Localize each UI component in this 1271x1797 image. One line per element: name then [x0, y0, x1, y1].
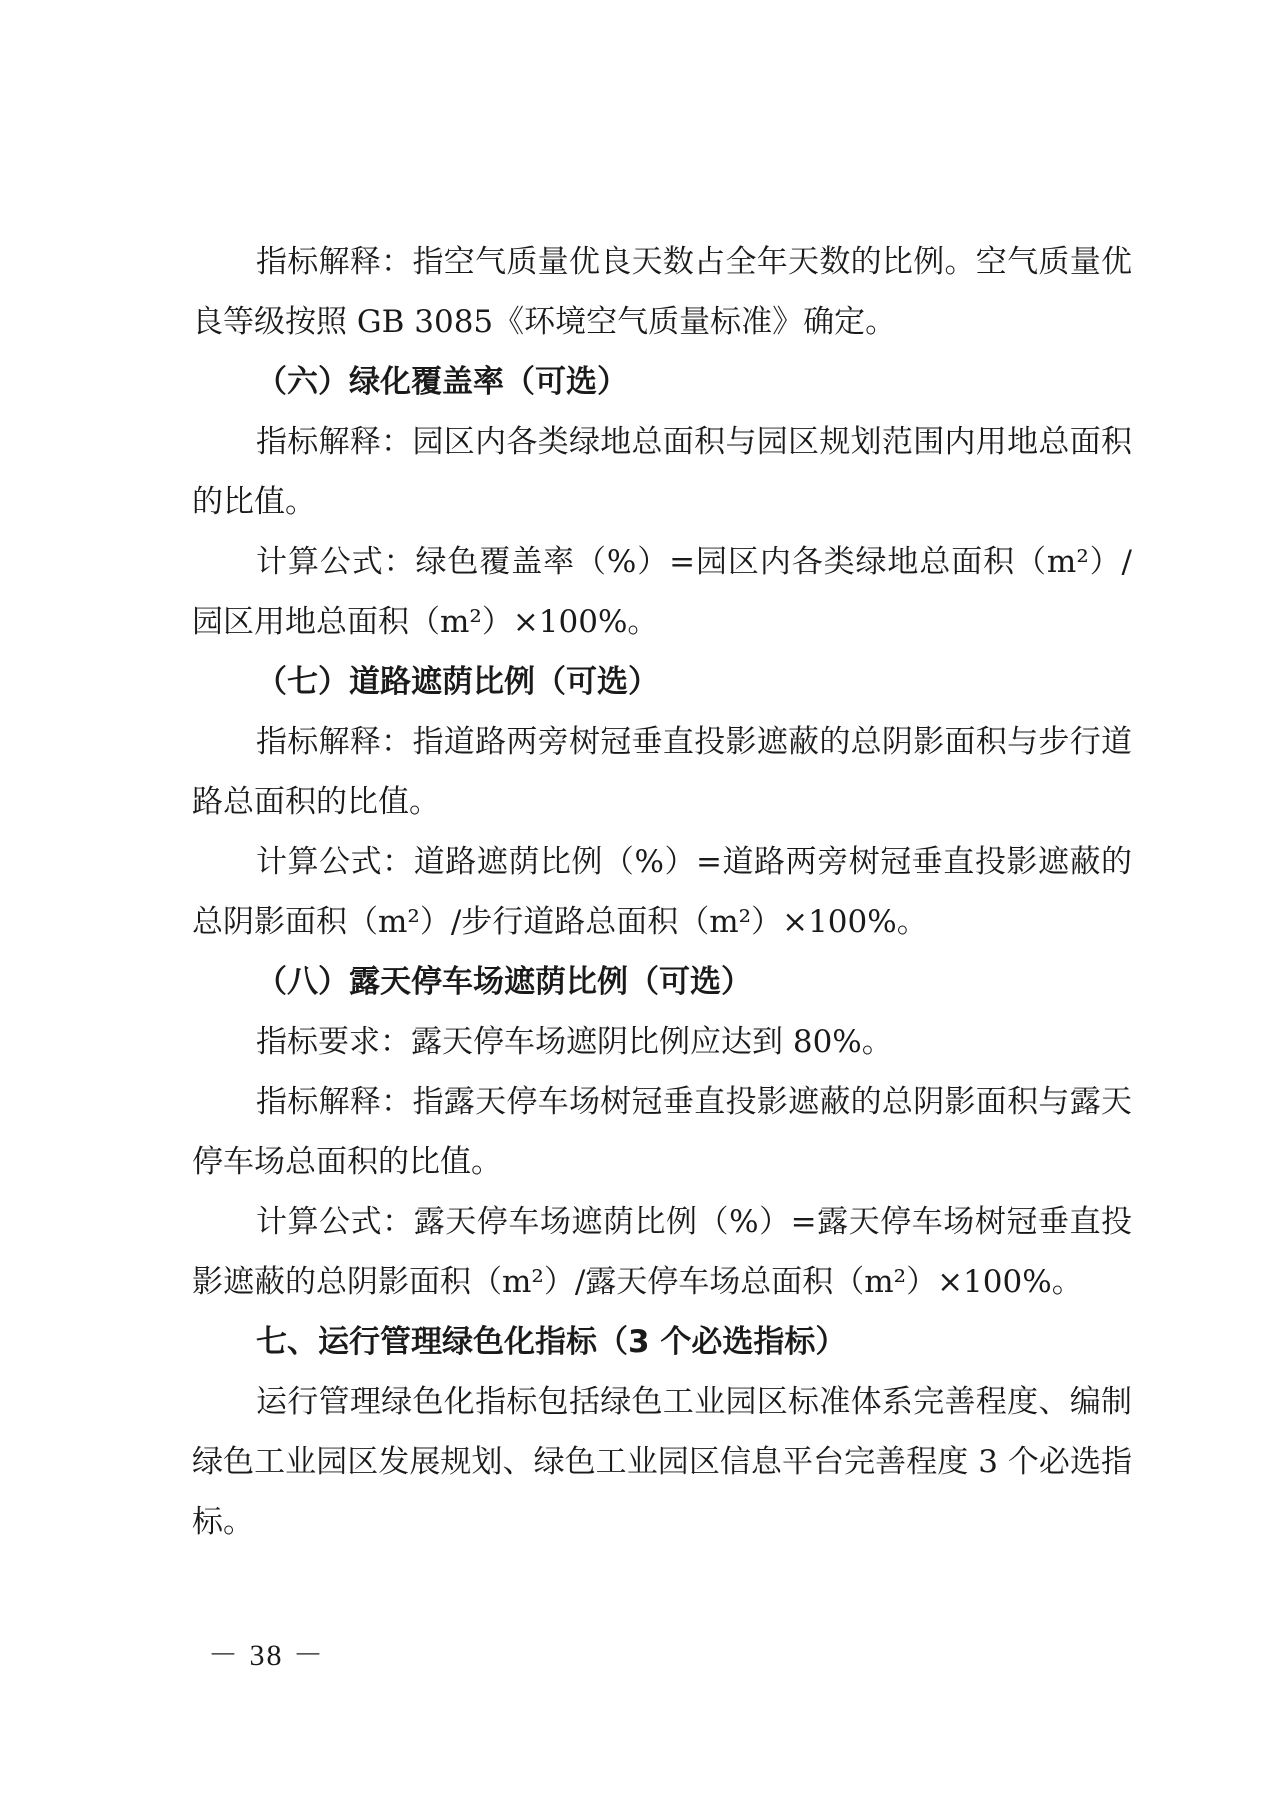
- paragraph-parking-shade-explanation: 指标解释：指露天停车场树冠垂直投影遮蔽的总阴影面积与露天停车场总面积的比值。: [192, 1084, 1132, 1180]
- section-title-operation-management: 七、运行管理绿色化指标（3 个必选指标）: [256, 1324, 847, 1360]
- paragraph-operation-management: 运行管理绿色化指标包括绿色工业园区标准体系完善程度、编制绿色工业园区发展规划、绿色工业园区信息平台完善程度 3 个必选指标。: [192, 1384, 1132, 1540]
- paragraph-air-quality-explanation: 指标解释：指空气质量优良天数占全年天数的比例。空气质量优良等级按照 GB 3085《环境空气质量标准》确定。: [192, 244, 1132, 340]
- paragraph-green-coverage-explanation: 指标解释：园区内各类绿地总面积与园区规划范围内用地总面积的比值。: [192, 424, 1132, 520]
- page-number: － 38 －: [208, 1639, 325, 1672]
- paragraph-parking-shade-formula: 计算公式：露天停车场遮荫比例（%）=露天停车场树冠垂直投影遮蔽的总阴影面积（m²）/露天停车场总面积（m²）×100%。: [192, 1204, 1132, 1300]
- paragraph-road-shade-formula: 计算公式：道路遮荫比例（%）=道路两旁树冠垂直投影遮蔽的总阴影面积（m²）/步行道路总面积（m²）×100%。: [192, 844, 1132, 940]
- paragraph-parking-shade-requirement: 指标要求：露天停车场遮阴比例应达到 80%。: [256, 1024, 893, 1060]
- heading-road-shade: （七）道路遮荫比例（可选）: [256, 664, 659, 700]
- heading-green-coverage: （六）绿化覆盖率（可选）: [256, 364, 628, 400]
- heading-parking-shade: （八）露天停车场遮荫比例（可选）: [256, 964, 752, 1000]
- document-body: [192, 232, 1132, 1552]
- paragraph-road-shade-explanation: 指标解释：指道路两旁树冠垂直投影遮蔽的总阴影面积与步行道路总面积的比值。: [192, 724, 1132, 820]
- paragraph-green-coverage-formula: 计算公式：绿色覆盖率（%）=园区内各类绿地总面积（m²）/园区用地总面积（m²）×100%。: [192, 544, 1132, 640]
